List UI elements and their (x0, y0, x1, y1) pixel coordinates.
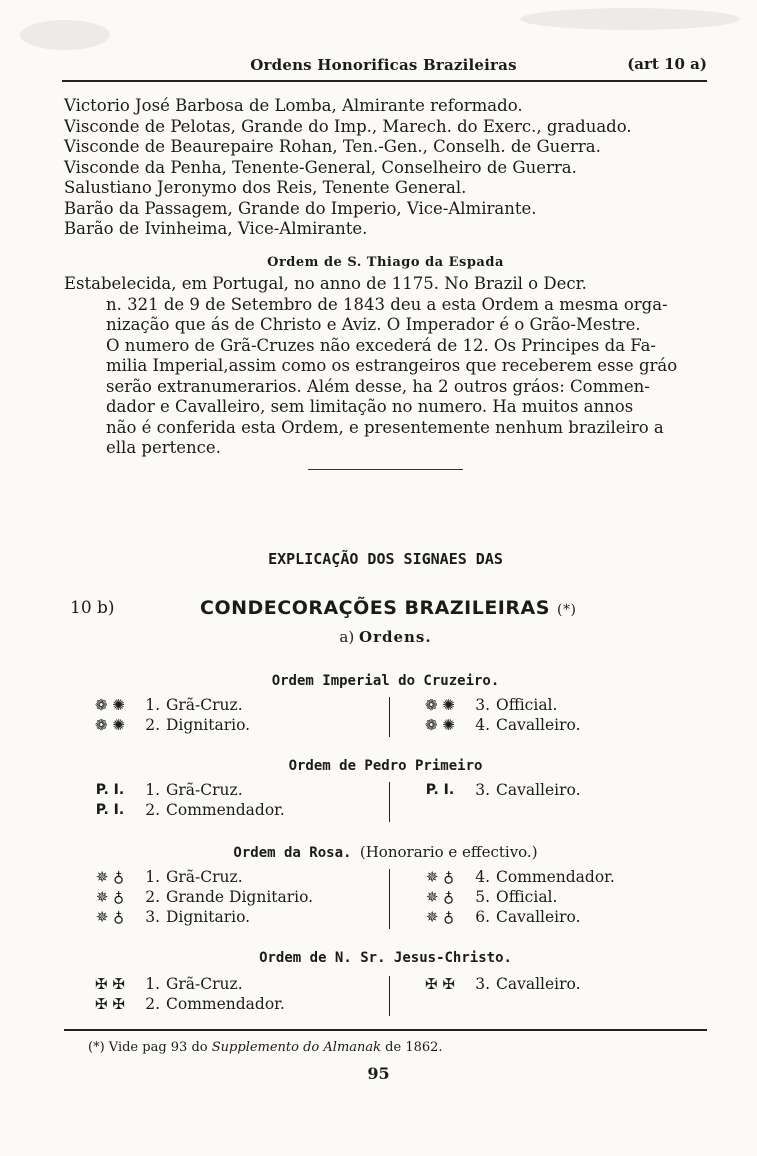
grade-row (84, 907, 313, 927)
grade-label: Dignitario. (166, 908, 251, 926)
grade-row (414, 780, 581, 800)
christo-cross-icon: ✠ ✠ (425, 975, 455, 993)
grade-label: Commendador. (166, 995, 285, 1013)
pedro-insignia-icon: P. I. (425, 782, 455, 798)
nobles-list (64, 96, 707, 240)
grade-label: Cavalleiro. (496, 975, 581, 993)
grade-number: 5. (475, 888, 490, 906)
grade-label: Cavalleiro. (496, 908, 581, 926)
header-title: Ordens Honorificas Brazileiras (250, 56, 517, 74)
grade-label: Official. (496, 696, 558, 714)
thiago-title: Ordem de S. Thiago da Espada (267, 255, 504, 270)
grade-label: Grã-Cruz. (166, 868, 243, 886)
grade-label: Grã-Cruz. (166, 975, 243, 993)
footnote-mark: (*) (88, 1040, 105, 1055)
rosa-insignia-icon: ✵ ♁ (425, 868, 455, 886)
paragraph-line: n. 321 de 9 de Setembro de 1843 deu a esta Ordem a mesma orga- (106, 294, 668, 314)
grade-number: 4. (475, 868, 490, 886)
paragraph-line: Estabelecida, em Portugal, no anno de 1175. No Brazil o Decr. (64, 274, 587, 293)
footnote-text-after: de 1862. (385, 1040, 443, 1055)
grade-row (414, 867, 615, 887)
order-title-rosa (64, 843, 707, 861)
grade-label: Commendador. (166, 801, 285, 819)
order-col-right (414, 780, 581, 800)
grade-number: 3. (475, 781, 490, 799)
noble-line: Visconde de Beaurepaire Rohan, Ten.-Gen., Conselh. de Guerra. (64, 137, 601, 156)
noble-line: Visconde de Pelotas, Grande do Imp., Marech. do Exerc., graduado. (64, 116, 632, 136)
paragraph-line: dador e Cavalleiro, sem limitação no numero. Ha muitos annos (106, 397, 634, 416)
grade-row (84, 974, 285, 994)
column-divider (389, 697, 390, 737)
section-number: 10 b) (70, 598, 115, 618)
pedro-insignia-icon: P. I. (95, 802, 125, 818)
order-col-left (84, 695, 250, 735)
order-title-pedro: Ordem de Pedro Primeiro (288, 758, 483, 774)
condecoracoes-heading (200, 597, 697, 619)
order-col-left (84, 780, 285, 820)
noble-line: Visconde da Penha, Tenente-General, Conselheiro de Guerra. (64, 157, 577, 177)
order-col-right (414, 867, 615, 927)
grade-row (84, 867, 313, 887)
grade-row (414, 887, 615, 907)
grade-number: 1. (145, 975, 160, 993)
grade-number: 1. (145, 868, 160, 886)
noble-line: Victorio José Barbosa de Lomba, Almirante reformado. (64, 96, 523, 115)
grade-number: 4. (475, 716, 490, 734)
order-grid-cruzeiro (84, 695, 697, 739)
rosa-insignia-icon: ✵ ♁ (425, 908, 455, 926)
grade-row (84, 695, 250, 715)
grade-label: Dignitario. (166, 716, 251, 734)
paragraph-line: serão extranumerarios. Além desse, ha 2 outros gráos: Commen- (106, 376, 650, 396)
grade-number: 1. (145, 781, 160, 799)
grade-number: 3. (475, 696, 490, 714)
paragraph-line: O numero de Grã-Cruzes não excederá de 12. Os Principes da Fa- (106, 335, 657, 355)
paragraph-line: ella pertence. (106, 438, 221, 457)
grade-row (84, 994, 285, 1014)
rosa-title-text: Ordem da Rosa. (233, 845, 352, 861)
grade-row (414, 974, 581, 994)
order-grid-christo (84, 974, 697, 1018)
grade-row (414, 715, 581, 735)
column-divider (389, 976, 390, 1016)
running-header (60, 52, 707, 78)
order-title-cruzeiro: Ordem Imperial do Cruzeiro. (271, 673, 500, 689)
rosa-insignia-icon: ✵ ♁ (95, 908, 125, 926)
column-divider (389, 869, 390, 929)
grade-row (84, 780, 285, 800)
rosa-insignia-icon: ✵ ♁ (95, 888, 125, 906)
footnote-italic: Supplemento do Almanak (211, 1040, 382, 1055)
thiago-paragraph (64, 274, 707, 459)
explicacao-heading: EXPLICAÇÃO DOS SIGNAES DAS (268, 550, 503, 568)
grade-label: Grã-Cruz. (166, 781, 243, 799)
footnote-text-before: Vide pag 93 do (108, 1040, 208, 1055)
christo-cross-icon: ✠ ✠ (95, 975, 125, 993)
grade-number: 2. (145, 995, 160, 1013)
cruzeiro-insignia-icon: ❁ ✺ (95, 696, 125, 714)
ordens-prefix: a) (339, 628, 355, 646)
order-col-left (84, 974, 285, 1014)
paragraph-line: milia Imperial,assim como os estrangeiros que receberem esse gráo (106, 356, 678, 375)
grade-row (84, 887, 313, 907)
footer-rule (64, 1029, 707, 1031)
header-rule (62, 80, 707, 82)
rosa-insignia-icon: ✵ ♁ (95, 868, 125, 886)
grade-label: Grã-Cruz. (166, 696, 243, 714)
ordens-subheading (64, 628, 707, 646)
page-number: 95 (367, 1064, 390, 1083)
cruzeiro-insignia-icon: ❁ ✺ (425, 716, 455, 734)
grade-label: Official. (496, 888, 558, 906)
scan-noise (520, 8, 740, 30)
grade-number: 6. (475, 908, 490, 926)
noble-line: Barão da Passagem, Grande do Imperio, Vice-Almirante. (64, 198, 537, 218)
grade-label: Cavalleiro. (496, 716, 581, 734)
grade-label: Grande Dignitario. (166, 888, 314, 906)
grade-number: 2. (145, 716, 160, 734)
christo-cross-icon: ✠ ✠ (95, 995, 125, 1013)
order-col-left (84, 867, 313, 927)
footnote-marker: (*) (557, 602, 577, 618)
paragraph-line: não é conferida esta Ordem, e presentemente nenhum brazileiro a (106, 417, 664, 437)
rosa-insignia-icon: ✵ ♁ (425, 888, 455, 906)
grade-number: 2. (145, 801, 160, 819)
cruzeiro-insignia-icon: ❁ ✺ (95, 716, 125, 734)
grade-number: 2. (145, 888, 160, 906)
grade-row (414, 907, 615, 927)
pedro-insignia-icon: P. I. (95, 782, 125, 798)
noble-line: Salustiano Jeronymo dos Reis, Tenente General. (64, 178, 467, 197)
footnote (88, 1040, 443, 1055)
paragraph-line: nização que ás de Christo e Aviz. O Imperador é o Grão-Mestre. (106, 315, 641, 334)
noble-line: Barão de Ivinheima, Vice-Almirante. (64, 219, 368, 238)
grade-row (414, 695, 581, 715)
condecoracoes-title: CONDECORAÇÕES BRAZILEIRAS (200, 597, 550, 619)
grade-row (84, 715, 250, 735)
grade-number: 3. (145, 908, 160, 926)
column-divider (389, 782, 390, 822)
rosa-title-paren: (Honorario e effectivo.) (359, 843, 538, 861)
ordens-label: Ordens. (359, 628, 432, 646)
cruzeiro-insignia-icon: ❁ ✺ (425, 696, 455, 714)
scan-noise (20, 20, 110, 50)
order-title-christo: Ordem de N. Sr. Jesus-Christo. (259, 950, 512, 966)
order-grid-pedro (84, 780, 697, 824)
grade-number: 3. (475, 975, 490, 993)
header-article-ref: (art 10 a) (627, 55, 707, 73)
grade-label: Commendador. (496, 868, 615, 886)
grade-label: Cavalleiro. (496, 781, 581, 799)
order-col-right (414, 974, 581, 994)
section-divider (308, 469, 463, 470)
order-col-right (414, 695, 581, 735)
order-grid-rosa (84, 867, 697, 931)
grade-number: 1. (145, 696, 160, 714)
grade-row (84, 800, 285, 820)
